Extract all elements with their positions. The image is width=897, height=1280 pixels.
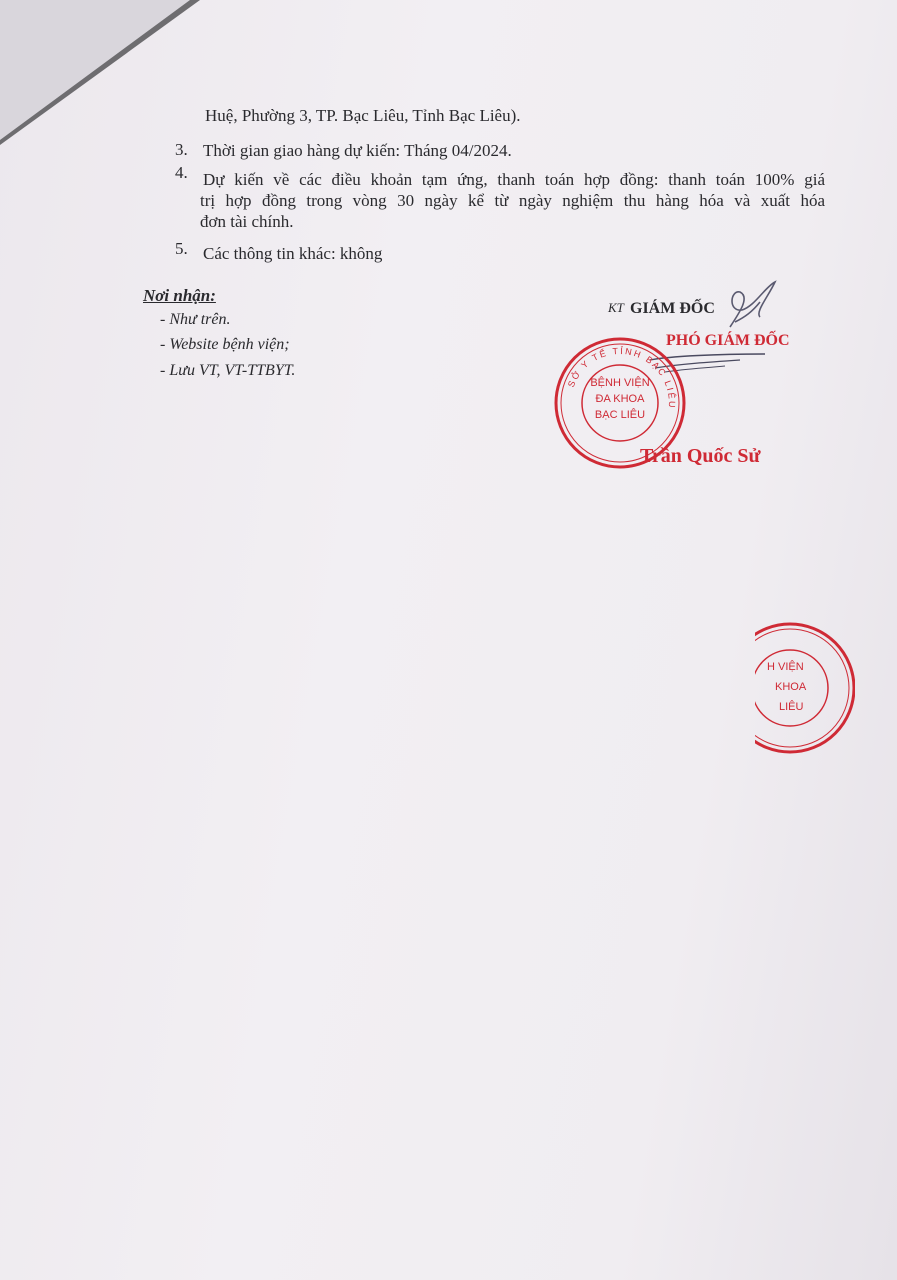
item2-continuation: Huệ, Phường 3, TP. Bạc Liêu, Tỉnh Bạc Liêu).	[205, 106, 521, 125]
item4-line3: đơn tài chính.	[200, 212, 294, 231]
item4-line2: trị hợp đồng trong vòng 30 ngày kể từ ngày nghiệm thu hàng hóa và xuất hóa	[200, 191, 825, 210]
recipient-item: - Website bệnh viện;	[160, 336, 290, 353]
item4-line1: Dự kiến về các điều khoản tạm ứng, thanh toán hợp đồng: thanh toán 100% giá	[203, 170, 825, 189]
recipients-heading: Nơi nhận:	[143, 286, 216, 305]
stamp-line3: BẠC LIÊU	[594, 409, 646, 421]
folded-corner-edge	[0, 0, 190, 140]
item5-text: Các thông tin khác: không	[203, 244, 383, 263]
signature-subtitle: PHÓ GIÁM ĐỐC	[666, 332, 790, 349]
kt-prefix: KT	[608, 300, 624, 315]
stamp-ring-text: SỞ Y TẾ TỈNH BẠC LIÊU	[565, 345, 678, 410]
partial-stamp	[755, 620, 855, 760]
signer-name: Trần Quốc Sử	[640, 445, 761, 467]
recipient-item: - Lưu VT, VT-TTBYT.	[160, 362, 296, 379]
partial-stamp-line1: H VIỆN	[767, 661, 804, 673]
item4-number: 4.	[175, 163, 188, 182]
item5-number: 5.	[175, 239, 188, 258]
stamp-line2: ĐA KHOA	[595, 393, 645, 405]
partial-stamp-line2: KHOA	[775, 681, 807, 693]
item3-text: Thời gian giao hàng dự kiến: Tháng 04/2024.	[203, 141, 512, 160]
partial-stamp-line3: LIÊU	[779, 701, 804, 713]
item3-number: 3.	[175, 140, 188, 159]
stamp-line1: BỆNH VIỆN	[590, 377, 650, 389]
recipient-item: - Như trên.	[160, 311, 231, 328]
signature-title: GIÁM ĐỐC	[630, 300, 715, 317]
